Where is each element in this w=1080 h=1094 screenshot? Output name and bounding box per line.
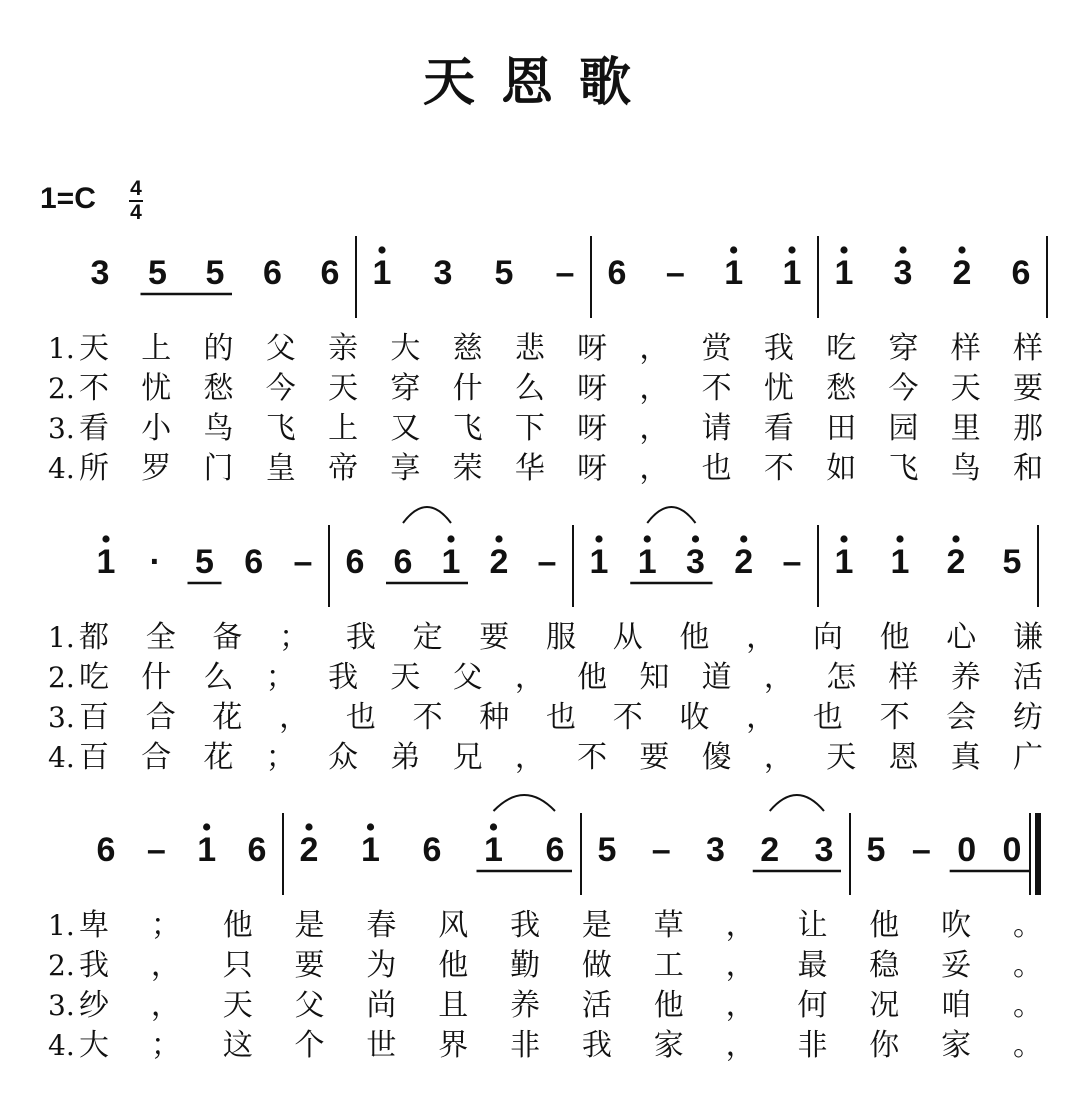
note: 5 [1002, 543, 1022, 581]
note: 3 [814, 831, 834, 869]
key-signature: 1=C [40, 182, 96, 215]
lyric-char: 妥 [941, 948, 972, 983]
lyric-char: 天 [826, 740, 857, 775]
verse-number: 2. [48, 949, 75, 982]
octave-dot [840, 246, 847, 253]
lyric-char: 纱 [79, 988, 109, 1023]
lyric-char: 样 [1013, 331, 1043, 366]
octave-dot [447, 535, 454, 542]
lyric-char: 穿 [390, 371, 421, 406]
hold-dash: – [782, 543, 802, 581]
octave-dot [203, 823, 210, 830]
octave-dot [840, 535, 847, 542]
lyric-char: 从 [612, 620, 643, 655]
lyric-char: 鸟 [950, 451, 981, 486]
note: 6 [345, 543, 365, 581]
hold-dash: – [293, 543, 313, 581]
lyric-char: 春 [366, 908, 397, 943]
lyric-char: 门 [203, 451, 234, 486]
note: 3 [893, 254, 913, 292]
lyric-char: 况 [869, 988, 900, 1023]
lyric-char: ， [150, 948, 181, 983]
tie-arc [647, 507, 695, 523]
note: 6 [96, 831, 116, 869]
lyric-char: 天 [390, 660, 421, 695]
lyric-char: 天 [222, 988, 253, 1023]
lyric-char: 众 [328, 740, 359, 775]
lyric-char: 道 [701, 660, 732, 695]
lyric-char: 备 [212, 620, 243, 655]
lyric-char: 都 [79, 620, 109, 655]
lyric-char: 今 [888, 371, 919, 406]
lyric-char: 和 [1013, 451, 1043, 486]
dot-mark: · [149, 543, 161, 581]
lyric-char: 父 [294, 988, 325, 1023]
lyric-char: 真 [950, 740, 981, 775]
note: 1 [589, 543, 609, 581]
lyric-char: 小 [141, 411, 172, 446]
lyric-char: 恩 [888, 740, 919, 775]
lyric-char: 他 [869, 908, 900, 943]
lyric-char: 养 [950, 660, 981, 695]
lyric-char: 呀 [577, 451, 608, 486]
lyric-char: ， [639, 331, 670, 366]
lyric-char: 什 [141, 660, 172, 695]
octave-dot [644, 535, 651, 542]
lyric-char: 你 [869, 1028, 900, 1063]
note: 1 [637, 543, 657, 581]
lyric-char: 看 [79, 411, 109, 446]
lyric-char: 定 [412, 620, 443, 655]
note: 1 [441, 543, 461, 581]
lyric-char: ， [725, 908, 756, 943]
verse-number: 4. [48, 452, 75, 485]
lyric-char: ， [725, 988, 756, 1023]
lyric-char: 飞 [888, 451, 919, 486]
verse-number: 2. [48, 661, 75, 694]
lyric-char: 今 [265, 371, 296, 406]
octave-dot [730, 246, 737, 253]
note: 5 [597, 831, 617, 869]
lyric-char: ， [746, 700, 777, 735]
lyric-char: 园 [888, 411, 919, 446]
lyric-char: 吃 [79, 660, 109, 695]
lyric-char: 天 [950, 371, 981, 406]
verse-number: 1. [48, 332, 75, 365]
lyric-char: 请 [701, 411, 732, 446]
lyric-char: 广 [1013, 740, 1043, 775]
lyric-char: 百 [79, 740, 109, 775]
note: 6 [263, 254, 282, 292]
lyric-char: 纺 [1013, 700, 1043, 735]
note: 6 [607, 254, 627, 292]
note: 5 [866, 831, 886, 869]
time-signature-top: 4 [130, 177, 142, 200]
lyric-char: 吃 [826, 331, 857, 366]
lyric-char: 么 [514, 371, 545, 406]
lyric-char: 是 [294, 908, 325, 943]
lyric-char: 知 [639, 660, 670, 695]
note: 1 [96, 543, 116, 581]
lyric-char: 不 [577, 740, 608, 775]
lyric-char: 要 [294, 948, 325, 983]
lyric-char: 不 [879, 700, 910, 735]
lyric-char: 。 [1013, 988, 1043, 1023]
lyric-char: ， [763, 740, 794, 775]
lyric-char: 向 [812, 620, 843, 655]
lyric-char: 世 [366, 1028, 397, 1063]
verse-number: 2. [48, 372, 75, 405]
lyric-char: 赏 [701, 331, 732, 366]
lyric-char: 做 [581, 948, 612, 983]
octave-dot [692, 535, 699, 542]
hold-dash: – [555, 254, 575, 292]
verse-number: 4. [48, 741, 75, 774]
lyric-char: 家 [653, 1028, 684, 1063]
lyric-char: 吹 [941, 908, 972, 943]
lyric-char: 且 [438, 988, 469, 1023]
note: 1 [834, 254, 854, 292]
lyric-char: 享 [390, 451, 421, 486]
lyric-char: 如 [826, 451, 857, 486]
tie-arc [770, 795, 824, 811]
lyric-char: 华 [514, 451, 545, 486]
time-signature-bottom: 4 [130, 201, 142, 224]
lyric-char: 稳 [869, 948, 900, 983]
lyric-char: 不 [701, 371, 732, 406]
lyric-char: 傻 [701, 740, 732, 775]
lyric-char: 大 [390, 331, 421, 366]
tie-arc [494, 795, 556, 811]
lyric-char: 忧 [141, 371, 172, 406]
verse-number: 1. [48, 909, 75, 942]
lyric-char: 也 [812, 700, 843, 735]
note: 3 [686, 543, 705, 581]
lyric-char: 罗 [141, 451, 172, 486]
note: 2 [489, 543, 509, 581]
lyric-char: 这 [222, 1028, 253, 1063]
lyric-char: 花 [203, 740, 234, 775]
lyric-char: 上 [141, 331, 172, 366]
lyric-char: 要 [639, 740, 670, 775]
note: 1 [197, 831, 217, 869]
lyric-char: 咱 [941, 988, 972, 1023]
note: 2 [734, 543, 754, 581]
octave-dot [896, 535, 903, 542]
note: 5 [148, 254, 167, 292]
lyric-char: 不 [79, 371, 109, 406]
lyric-char: 他 [222, 908, 253, 943]
lyric-char: 收 [679, 700, 710, 735]
hold-dash: – [651, 831, 671, 869]
lyric-char: ， [763, 660, 794, 695]
lyric-char: 草 [653, 908, 684, 943]
lyric-char: 他 [438, 948, 469, 983]
lyric-char: 合 [141, 740, 172, 775]
lyric-char: 界 [438, 1028, 469, 1063]
note: 0 [1002, 831, 1022, 869]
lyric-char: 愁 [826, 371, 857, 406]
lyric-char: ， [639, 371, 670, 406]
note: 1 [724, 254, 744, 292]
lyric-char: ； [150, 908, 181, 943]
lyric-char: 上 [328, 411, 359, 446]
note: 6 [244, 543, 264, 581]
lyric-char: 卑 [79, 908, 109, 943]
lyric-char: 风 [438, 908, 469, 943]
octave-dot [595, 535, 602, 542]
lyric-char: 养 [510, 988, 541, 1023]
lyric-char: 何 [797, 988, 828, 1023]
octave-dot [899, 246, 906, 253]
verse-number: 4. [48, 1029, 75, 1062]
octave-dot [495, 535, 502, 542]
lyric-char: 。 [1013, 948, 1043, 983]
note: 5 [205, 254, 225, 292]
lyric-char: 所 [79, 451, 109, 486]
lyric-char: 荣 [452, 451, 483, 486]
lyric-char: 下 [514, 411, 545, 446]
lyric-char: 百 [79, 700, 109, 735]
lyric-char: 谦 [1013, 620, 1043, 655]
lyric-char: 鸟 [203, 411, 234, 446]
lyric-char: 合 [145, 700, 176, 735]
note: 1 [890, 543, 910, 581]
lyric-char: 弟 [390, 740, 421, 775]
lyric-char: 也 [701, 451, 732, 486]
lyric-char: 忧 [763, 371, 794, 406]
lyric-char: 帝 [328, 451, 359, 486]
lyric-char: ， [639, 451, 670, 486]
lyric-char: 他 [653, 988, 684, 1023]
hold-dash: – [146, 831, 166, 869]
lyric-char: 悲 [514, 331, 545, 366]
note: 0 [957, 831, 977, 869]
tie-arc [403, 507, 451, 523]
lyric-char: 样 [888, 660, 919, 695]
lyric-char: 我 [763, 331, 794, 366]
lyric-char: 活 [1013, 660, 1043, 695]
lyric-char: 飞 [265, 411, 296, 446]
lyric-char: 样 [950, 331, 981, 366]
note: 6 [545, 831, 565, 869]
lyric-char: 活 [581, 988, 612, 1023]
song-title: 天恩歌 [422, 52, 657, 113]
lyric-char: 田 [826, 411, 857, 446]
octave-dot [378, 246, 385, 253]
lyric-char: 不 [763, 451, 794, 486]
hold-dash: – [665, 254, 685, 292]
lyric-char: 的 [203, 331, 234, 366]
lyric-char: 飞 [452, 411, 483, 446]
lyric-char: 。 [1013, 1028, 1043, 1063]
lyric-char: ； [150, 1028, 181, 1063]
lyric-char: ， [150, 988, 181, 1023]
lyric-char: 慈 [452, 331, 483, 366]
note: 2 [760, 831, 780, 869]
note: 2 [952, 254, 972, 292]
lyric-char: 兄 [452, 740, 483, 775]
lyric-char: 也 [546, 700, 576, 735]
lyric-char: 他 [679, 620, 710, 655]
note: 6 [422, 831, 442, 869]
note: 1 [361, 831, 380, 869]
lyric-char: 只 [222, 948, 253, 983]
lyric-char: 天 [79, 331, 109, 366]
lyric-char: 大 [79, 1028, 109, 1063]
lyric-char: 要 [479, 620, 510, 655]
hold-dash: – [537, 543, 557, 581]
lyric-char: 要 [1013, 371, 1043, 406]
lyric-char: ， [279, 700, 310, 735]
note: 3 [433, 254, 453, 292]
lyric-char: 那 [1013, 411, 1043, 446]
lyric-char: 非 [510, 1028, 541, 1063]
lyric-char: 勤 [510, 948, 541, 983]
lyric-char: 什 [452, 371, 483, 406]
note: 1 [782, 254, 802, 292]
lyric-char: 全 [145, 620, 176, 655]
verse-number: 1. [48, 621, 75, 654]
lyric-char: 亲 [328, 331, 359, 366]
lyric-char: 花 [212, 700, 243, 735]
lyric-char: 也 [345, 700, 376, 735]
lyric-char: 不 [612, 700, 643, 735]
lyric-char: 愁 [203, 371, 234, 406]
lyric-char: 工 [653, 948, 684, 983]
note: 2 [946, 543, 966, 581]
lyric-char: ； [265, 740, 296, 775]
lyric-char: 皇 [265, 451, 296, 486]
lyric-char: 非 [797, 1028, 828, 1063]
lyric-char: 天 [328, 371, 359, 406]
lyric-char: 我 [328, 660, 359, 695]
lyric-char: 他 [879, 620, 910, 655]
lyric-char: 为 [366, 948, 397, 983]
lyric-char: ， [514, 660, 545, 695]
lyric-char: 父 [265, 331, 296, 366]
lyric-char: ； [279, 620, 310, 655]
lyric-char: 我 [345, 620, 376, 655]
lyric-char: 呀 [577, 411, 608, 446]
lyric-char: ， [725, 948, 756, 983]
lyric-char: 怎 [826, 660, 857, 695]
lyric-char: 么 [203, 660, 234, 695]
lyric-char: 个 [294, 1028, 325, 1063]
note: 3 [90, 254, 110, 292]
lyric-char: 又 [390, 411, 421, 446]
verse-number: 3. [48, 701, 75, 734]
lyric-char: ； [265, 660, 296, 695]
lyric-char: 是 [581, 908, 612, 943]
octave-dot [490, 823, 497, 830]
octave-dot [102, 535, 109, 542]
lyric-char: 不 [412, 700, 443, 735]
note: 2 [299, 831, 319, 869]
note: 5 [494, 254, 514, 292]
lyric-char: 我 [79, 948, 109, 983]
lyric-char: 。 [1013, 908, 1043, 943]
lyric-char: 里 [950, 411, 981, 446]
octave-dot [740, 535, 747, 542]
hold-dash: – [911, 831, 931, 869]
lyric-char: 家 [941, 1028, 972, 1063]
octave-dot [788, 246, 795, 253]
lyric-char: 我 [510, 908, 541, 943]
lyric-char: 最 [797, 948, 828, 983]
note: 1 [834, 543, 854, 581]
octave-dot [305, 823, 312, 830]
lyric-char: ， [725, 1028, 756, 1063]
octave-dot [367, 823, 374, 830]
lyric-char: ， [514, 740, 545, 775]
lyric-char: 呀 [577, 331, 608, 366]
lyric-char: 服 [546, 620, 576, 655]
octave-dot [952, 535, 959, 542]
lyric-char: 让 [797, 908, 828, 943]
lyric-char: ， [746, 620, 777, 655]
lyric-char: 会 [946, 700, 977, 735]
note: 1 [484, 831, 503, 869]
lyric-char: 呀 [577, 371, 608, 406]
note: 5 [195, 543, 214, 581]
lyric-char: 心 [946, 620, 977, 655]
lyric-char: 种 [479, 700, 510, 735]
lyric-char: 尚 [366, 988, 397, 1023]
note: 6 [1011, 254, 1031, 292]
lyric-char: 父 [452, 660, 483, 695]
verse-number: 3. [48, 989, 75, 1022]
octave-dot [958, 246, 965, 253]
lyric-char: ， [639, 411, 670, 446]
verse-number: 3. [48, 412, 75, 445]
lyric-char: 我 [581, 1028, 612, 1063]
note: 6 [247, 831, 267, 869]
lyric-char: 穿 [888, 331, 919, 366]
note: 1 [372, 254, 392, 292]
note: 6 [393, 543, 413, 581]
lyric-char: 看 [763, 411, 794, 446]
lyric-char: 他 [577, 660, 608, 695]
note: 6 [320, 254, 340, 292]
note: 3 [706, 831, 725, 869]
